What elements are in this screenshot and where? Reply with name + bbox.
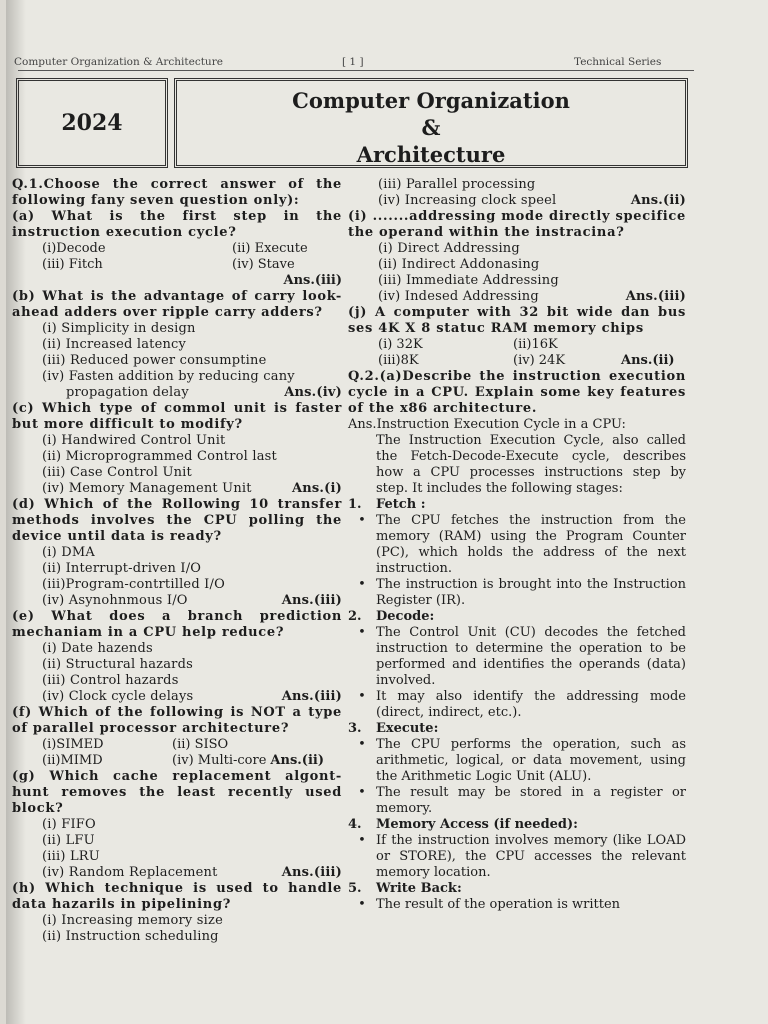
option: (ii) Interrupt-driven I/O	[42, 561, 202, 576]
step-title: Fetch :	[376, 497, 426, 512]
bullet-item	[348, 737, 686, 785]
option-with-answer	[12, 481, 342, 497]
answer-heading: Ans.Instruction Execution Cycle in a CPU:	[348, 417, 626, 432]
bullet-icon: •	[358, 689, 366, 704]
option: (ii) Indirect Addonasing	[378, 257, 540, 272]
step-write-back	[348, 881, 686, 897]
question-c: (c) Which type of commol unit is faster but more difficult to modify?	[12, 401, 342, 432]
year-box	[16, 78, 168, 168]
option: (i)Decode	[42, 241, 106, 256]
page-number: [ 1 ]	[342, 56, 364, 68]
option: (i)SIMED	[42, 737, 104, 752]
step-title: Memory Access (if needed):	[376, 817, 578, 832]
bullet-text: The result of the operation is written	[376, 897, 621, 912]
question-g: (g) Which cache replacement algont-hunt removes the least recently used block?	[12, 769, 342, 816]
bullet-icon: •	[358, 737, 366, 752]
option: (iv) Multi-core	[172, 753, 267, 768]
year: 2024	[61, 110, 123, 136]
option: (ii) Increased latency	[42, 337, 187, 352]
bullet-item	[348, 785, 686, 817]
options-j-row2	[348, 353, 686, 369]
answer-g: Ans.(iii)	[281, 865, 342, 880]
step-title: Execute:	[376, 721, 439, 736]
option: (iv) Random Replacement	[42, 865, 218, 880]
option: (iv) Increasing clock speel	[378, 193, 557, 208]
bullet-icon: •	[358, 513, 366, 528]
bullet-icon: •	[358, 785, 366, 800]
option: propagation delay	[66, 385, 189, 400]
option: (ii)MIMD	[42, 753, 103, 768]
option: (i) Increasing memory size	[42, 913, 223, 928]
question-f: (f) Which of the following is NOT a type of parallel processor architecture?	[12, 705, 342, 736]
option-with-answer	[12, 689, 342, 705]
option: (i) Direct Addressing	[378, 241, 520, 256]
bullet-icon: •	[358, 833, 366, 848]
running-header-right: Technical Series	[574, 56, 662, 68]
option: (ii) Structural hazards	[42, 657, 193, 672]
step-title: Write Back:	[376, 881, 462, 896]
step-number: 4.	[348, 817, 362, 832]
step-number: 2.	[348, 609, 362, 624]
bullet-text: The CPU fetches the instruction from the memory (RAM) using the Program Counter (PC), which holds the address of the next instruction.	[376, 513, 686, 576]
title-line-1: Computer Organization	[292, 88, 570, 113]
bullet-text: The instruction is brought into the Instruction Register (IR).	[376, 577, 686, 608]
option: (iii) Fitch	[42, 257, 103, 272]
bullet-item	[348, 689, 686, 721]
option: (i) Date hazends	[42, 641, 153, 656]
option: (i) DMA	[42, 545, 95, 560]
option: (ii) Microprogrammed Control last	[42, 449, 277, 464]
question-a: (a) What is the first step in the instruction execution cycle?	[12, 209, 342, 240]
step-decode	[348, 609, 686, 625]
title-box	[174, 78, 688, 168]
answer-a: Ans.(iii)	[283, 273, 342, 288]
question-h: (h) Which technique is used to handle data hazarils in pipelining?	[12, 881, 342, 912]
answer-f: Ans.(ii)	[270, 753, 324, 768]
step-number: 1.	[348, 497, 362, 512]
question-d: (d) Which of the Rollowing 10 transfer methods involves the CPU polling the device until data is ready?	[12, 497, 342, 544]
answer-d: Ans.(iii)	[281, 593, 342, 608]
bullet-text: It may also identify the addressing mode (direct, indirect, etc.).	[376, 689, 686, 720]
option: (iii) Control hazards	[42, 673, 179, 688]
bullet-item	[348, 513, 686, 577]
option: (i) 32K	[378, 337, 423, 352]
question-i: (i) .......addressing mode directly specifice the operand within the instracina?	[348, 209, 686, 240]
answer-c: Ans.(i)	[291, 481, 342, 496]
option-with-answer	[12, 865, 342, 881]
answer-h: Ans.(ii)	[630, 193, 686, 208]
option: (i) FIFO	[42, 817, 96, 832]
step-number: 5.	[348, 881, 362, 896]
exam-page	[6, 0, 768, 1024]
options-a-row1	[12, 241, 342, 257]
bullet-icon: •	[358, 897, 366, 912]
bullet-text: If the instruction involves memory (like LOAD or STORE), the CPU accesses the relevant memory location.	[376, 833, 686, 880]
option: (ii) Instruction scheduling	[42, 929, 219, 944]
answer-i: Ans.(iii)	[625, 289, 686, 304]
bullet-item	[348, 833, 686, 881]
option: (iii) Case Control Unit	[42, 465, 192, 480]
option-with-answer	[348, 193, 686, 209]
option: (i) Handwired Control Unit	[42, 433, 226, 448]
option: (ii) SISO	[172, 737, 229, 752]
option: (iii) Parallel processing	[378, 177, 536, 192]
question-j: (j) A computer with 32 bit wide dan bus ses 4K X 8 statuc RAM memory chips	[348, 305, 686, 336]
option: (iv) Clock cycle delays	[42, 689, 194, 704]
bullet-item	[348, 577, 686, 609]
option-with-answer	[12, 593, 342, 609]
bullet-text: The Control Unit (CU) decodes the fetched instruction to determine the operation to be performed and identifies the operands (data) involved.	[376, 625, 686, 688]
options-f-row1	[12, 737, 342, 753]
step-number: 3.	[348, 721, 362, 736]
step-fetch	[348, 497, 686, 513]
option: (iii) Immediate Addressing	[378, 273, 559, 288]
option: (iv) Asynohnmous I/O	[42, 593, 188, 608]
option: (iii)8K	[378, 353, 419, 368]
option: (iii) LRU	[42, 849, 100, 864]
option: (i) Simplicity in design	[42, 321, 196, 336]
options-a-row2	[12, 257, 342, 273]
option: (iv) Memory Management Unit	[42, 481, 252, 496]
option: (iii) Reduced power consumptine	[42, 353, 267, 368]
left-column	[12, 177, 342, 945]
option: (iv) Stave	[232, 257, 295, 272]
bullet-text: The result may be stored in a register or memory.	[376, 785, 686, 816]
title-line-2: &	[421, 115, 441, 140]
option: (ii) Execute	[232, 241, 308, 256]
options-f-row2	[12, 753, 342, 769]
answer-j: Ans.(ii)	[621, 353, 675, 368]
step-title: Decode:	[376, 609, 435, 624]
options-j-row1	[348, 337, 686, 353]
option: (iii)Program-contrtilled I/O	[42, 577, 225, 592]
option: (iv) 24K	[513, 353, 566, 368]
answer-intro: The Instruction Execution Cycle, also called the Fetch-Decode-Execute cycle, describes how a CPU processes instructions step by step. It includes the following stages:	[376, 433, 686, 496]
title-line-3: Architecture	[356, 142, 506, 167]
option: (iv) Indesed Addressing	[378, 289, 539, 304]
header-rule	[18, 70, 694, 71]
bullet-icon: •	[358, 577, 366, 592]
bullet-text: The CPU performs the operation, such as arithmetic, logical, or data movement, using the Arithmetic Logic Unit (ALU).	[376, 737, 686, 784]
running-header-left: Computer Organization & Architecture	[14, 56, 223, 68]
answer-e: Ans.(iii)	[281, 689, 342, 704]
question-2a: Q.2.(a)Describe the instruction execution cycle in a CPU. Explain some key features of the x86 architecture.	[348, 369, 686, 416]
right-column	[348, 177, 686, 913]
question-e: (e) What does a branch prediction mechaniam in a CPU help reduce?	[12, 609, 342, 640]
bullet-item	[348, 625, 686, 689]
q1-intro: Q.1.Choose the correct answer of the following fany seven question only):	[12, 177, 342, 208]
bullet-item	[348, 897, 686, 913]
answer-b: Ans.(iv)	[284, 385, 342, 400]
step-execute	[348, 721, 686, 737]
option-continuation	[12, 385, 342, 401]
bullet-icon: •	[358, 625, 366, 640]
option: (iv) Fasten addition by reducing cany	[42, 369, 295, 384]
option: (ii) LFU	[42, 833, 95, 848]
step-memory-access	[348, 817, 686, 833]
option: (ii)16K	[513, 337, 558, 352]
question-b: (b) What is the advantage of carry look-ahead adders over ripple carry adders?	[12, 289, 342, 320]
option-with-answer	[348, 289, 686, 305]
